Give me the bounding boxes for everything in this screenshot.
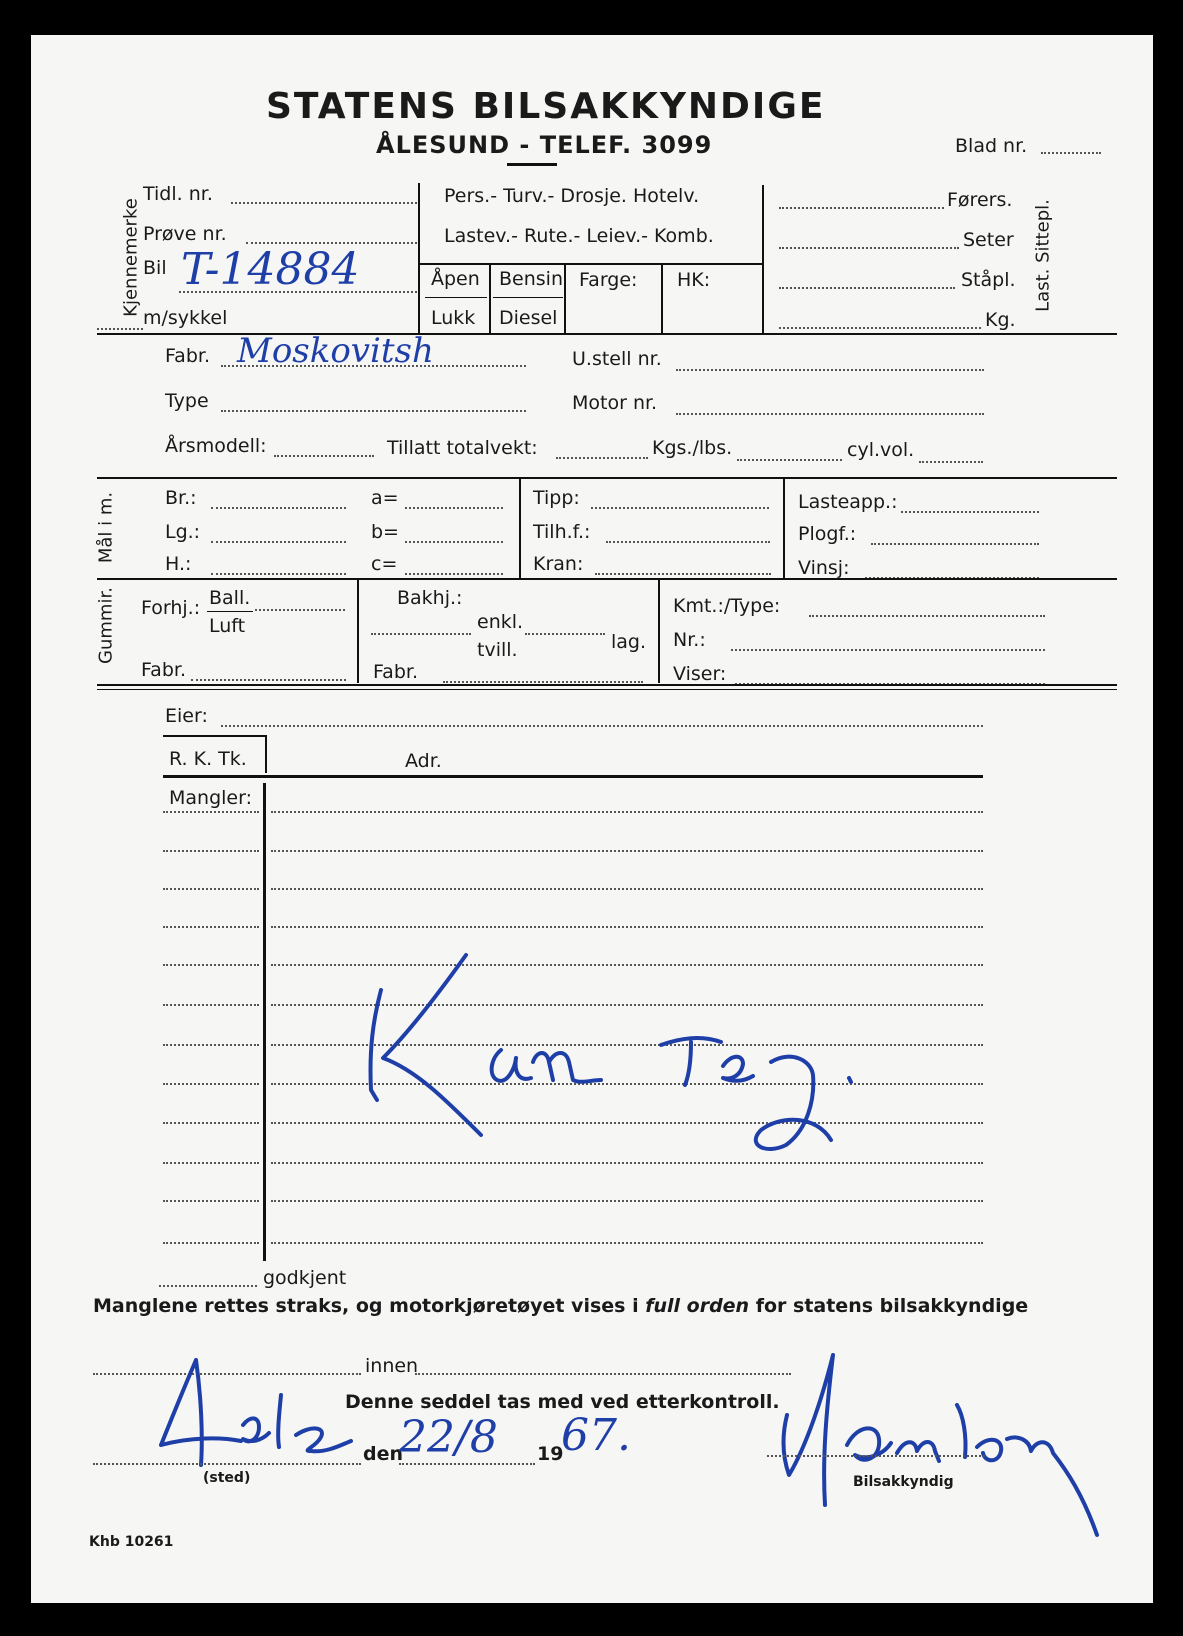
cylvol-label: cyl.vol. (847, 439, 915, 461)
notice-text (93, 1295, 1028, 1317)
bakhj-field-right[interactable] (525, 633, 605, 635)
kg-label: Kg. (985, 309, 1016, 331)
category-row1: Pers.- Turv.- Drosje. Hotelv. (444, 185, 700, 207)
a-label: a= (371, 487, 399, 509)
msykkel-label: m/sykkel (143, 307, 228, 329)
luft-label: Luft (209, 615, 246, 637)
divider-bensin (564, 263, 566, 333)
innen-field-right[interactable] (415, 1373, 791, 1375)
arsmodell-label: Årsmodell: (165, 435, 267, 457)
br-label: Br.: (165, 487, 197, 509)
kjennemerke-side-label: Kjennemerke (120, 198, 142, 317)
mangler-left-line[interactable] (163, 850, 259, 852)
ustell-label: U.stell nr. (572, 348, 662, 370)
h-label: H.: (165, 553, 192, 575)
mangler-left-line[interactable] (163, 964, 259, 966)
mal-side-label: Mål i m. (95, 491, 117, 564)
mangler-left-line[interactable] (163, 888, 259, 890)
sted-label: (sted) (203, 1470, 251, 1486)
blad-field[interactable] (1041, 152, 1101, 154)
innen-label: innen (365, 1355, 419, 1377)
bil-field[interactable] (179, 291, 417, 293)
mangler-right-line[interactable] (271, 888, 983, 890)
plogf-label: Plogf.: (798, 523, 857, 545)
ustell-field[interactable] (676, 369, 984, 371)
forhj-label: Forhj.: (141, 597, 201, 619)
signature-field[interactable] (767, 1455, 985, 1457)
kgs-label: Kgs./lbs. (652, 437, 733, 459)
etterkontroll-notice: Denne seddel tas med ved etterkontroll. (345, 1391, 780, 1413)
forhj-field[interactable] (255, 609, 345, 611)
eier-field[interactable] (221, 725, 983, 727)
fabr-value: Moskovitsh (237, 331, 434, 371)
kgs-field[interactable] (737, 459, 842, 461)
tidl-label: Tidl. nr. (143, 183, 213, 205)
divider-category (762, 185, 764, 333)
mangler-left-line[interactable] (163, 1200, 259, 1202)
farge-label: Farge: (579, 269, 638, 291)
kran-field[interactable] (595, 573, 771, 575)
date-value: 22/8 (399, 1412, 498, 1463)
mangler-left-line[interactable] (163, 811, 259, 813)
gummi-fabr-field[interactable] (191, 679, 346, 681)
rule-after-mal (97, 578, 1117, 580)
form-subtitle: ÅLESUND - TELEF. 3099 (376, 131, 713, 159)
handwritten-remark (351, 950, 891, 1160)
tipp-label: Tipp: (533, 487, 580, 509)
last-sittepl-side-label: Last. Sittepl. (1032, 199, 1054, 312)
seter-label: Seter (963, 229, 1014, 251)
b-label: b= (371, 521, 399, 543)
lasteapp-field[interactable] (901, 511, 1039, 513)
type-label: Type (165, 390, 209, 412)
mangler-left-line[interactable] (163, 1122, 259, 1124)
mangler-left-line[interactable] (163, 1242, 259, 1244)
divider-mal-1 (519, 478, 521, 578)
vinsj-label: Vinsj: (798, 557, 850, 579)
form-sheet (31, 35, 1153, 1603)
mangler-right-line[interactable] (271, 1242, 983, 1244)
mangler-right-line[interactable] (271, 850, 983, 852)
bil-value: T-14884 (181, 244, 360, 295)
divider-gummi-1 (357, 579, 359, 683)
diesel-option[interactable]: Diesel (499, 307, 558, 329)
tillatt-field[interactable] (556, 457, 648, 459)
ball-label: Ball. (209, 587, 251, 609)
subtitle-underline (507, 163, 557, 166)
divider-kjennemerke (418, 183, 420, 333)
mangler-column-divider (263, 783, 266, 1261)
form-code: Khb 10261 (89, 1534, 174, 1550)
motor-field[interactable] (676, 413, 984, 415)
mangler-left-line[interactable] (163, 1083, 259, 1085)
prove-label: Prøve nr. (143, 223, 227, 245)
adr-label: Adr. (405, 750, 442, 772)
rule-after-vehicle (97, 477, 1117, 479)
lasteapp-label: Lasteapp.: (798, 491, 898, 513)
year-value: 67. (561, 1410, 631, 1461)
mangler-right-line[interactable] (271, 1162, 983, 1164)
divider-gummi-2 (658, 579, 660, 683)
rule-after-gummi (97, 684, 1117, 686)
motor-label: Motor nr. (572, 392, 658, 414)
godkjent-field[interactable] (159, 1285, 257, 1287)
seter-field[interactable] (779, 247, 959, 249)
mangler-left-line[interactable] (163, 1044, 259, 1046)
mangler-right-line[interactable] (271, 926, 983, 928)
lukk-option[interactable]: Lukk (431, 307, 476, 329)
bensin-underline (493, 297, 563, 298)
b-field[interactable] (405, 541, 503, 543)
hk-label: HK: (677, 269, 711, 291)
a-field[interactable] (405, 507, 503, 509)
rule-after-owner (163, 775, 983, 778)
category-rule (419, 263, 762, 265)
kmt-field[interactable] (809, 615, 1045, 617)
mangler-left-line[interactable] (163, 926, 259, 928)
lg-field[interactable] (211, 541, 346, 543)
date-field[interactable] (399, 1463, 535, 1465)
divider-farge (661, 263, 663, 333)
notice-part-a: Manglene rettes straks, og motorkjøretøyet vises i (93, 1295, 646, 1317)
mangler-right-line[interactable] (271, 811, 983, 813)
tipp-field[interactable] (591, 507, 769, 509)
type-field[interactable] (221, 410, 526, 412)
enkl-option[interactable]: enkl. (477, 611, 524, 633)
tilhf-field[interactable] (606, 541, 770, 543)
forers-field[interactable] (779, 207, 944, 209)
bakhj-label: Bakhj.: (397, 587, 463, 609)
mangler-left-line[interactable] (163, 1162, 259, 1164)
arsmodell-field[interactable] (274, 455, 374, 457)
viser-label: Viser: (673, 663, 727, 685)
apen-option[interactable]: Åpen (431, 268, 480, 290)
apen-underline (425, 297, 487, 298)
nr-label: Nr.: (673, 629, 706, 651)
ball-luft-rule (207, 611, 253, 612)
form-title: STATENS BILSAKKYNDIGE (266, 86, 826, 127)
notice-part-b: for statens bilsakkyndige (749, 1295, 1029, 1317)
year-prefix: 19 (537, 1443, 564, 1465)
gummi-fabr2-label: Fabr. (373, 661, 418, 683)
mangler-right-line[interactable] (271, 1200, 983, 1202)
gummi-fabr2-field[interactable] (443, 681, 643, 683)
bensin-option[interactable]: Bensin (499, 268, 563, 290)
den-label: den (363, 1443, 404, 1465)
divider-apen (489, 263, 491, 333)
mangler-left-line[interactable] (163, 1004, 259, 1006)
divider-mal-2 (783, 478, 785, 578)
bilsakkyndig-label: Bilsakkyndig (853, 1474, 954, 1490)
godkjent-label: godkjent (263, 1267, 347, 1289)
handwritten-place (151, 1355, 371, 1475)
tvill-option[interactable]: tvill. (477, 639, 518, 661)
notice-emphasis: full orden (645, 1295, 750, 1317)
gummi-fabr-label: Fabr. (141, 659, 186, 681)
rktk-label: R. K. Tk. (169, 748, 247, 770)
bil-label: Bil (143, 257, 167, 279)
category-row2: Lastev.- Rute.- Leiev.- Komb. (444, 225, 714, 247)
mangler-label: Mangler: (169, 787, 252, 809)
stapl-field[interactable] (779, 287, 955, 289)
h-field[interactable] (211, 573, 346, 575)
kmt-label: Kmt.:/Type: (673, 595, 781, 617)
cylvol-field[interactable] (919, 461, 983, 463)
plogf-field[interactable] (871, 543, 1039, 545)
owner-box-divider (265, 735, 267, 773)
kran-label: Kran: (533, 553, 584, 575)
bakhj-field-left[interactable] (371, 633, 471, 635)
msykkel-field[interactable] (97, 328, 143, 330)
forers-label: Førers. (947, 189, 1013, 211)
lg-label: Lg.: (165, 521, 201, 543)
c-field[interactable] (405, 573, 503, 575)
rule-after-gummi-2 (97, 689, 1117, 690)
tidl-field[interactable] (231, 202, 417, 204)
kg-field[interactable] (779, 327, 981, 329)
fabr-label: Fabr. (165, 345, 210, 367)
blad-label: Blad nr. (955, 135, 1028, 157)
signature[interactable] (767, 1335, 1107, 1545)
gummir-side-label: Gummir. (95, 587, 117, 664)
eier-label: Eier: (165, 705, 208, 727)
tilhf-label: Tilh.f.: (533, 521, 591, 543)
c-label: c= (371, 553, 398, 575)
stapl-label: Ståpl. (961, 269, 1016, 291)
lag-label: lag. (611, 631, 647, 653)
br-field[interactable] (211, 507, 346, 509)
owner-box-top (163, 735, 267, 737)
nr-field[interactable] (731, 649, 1045, 651)
sted-field[interactable] (93, 1463, 361, 1465)
tillatt-label: Tillatt totalvekt: (387, 437, 538, 459)
